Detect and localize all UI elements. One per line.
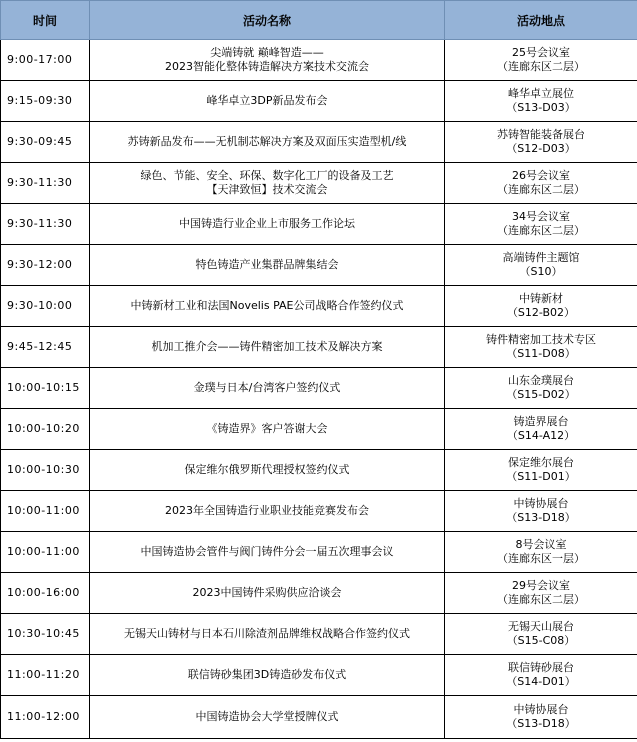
time-cell: 10:00-10:30 <box>1 450 90 491</box>
location-cell: 34号会议室 （连廊东区二层） <box>445 204 637 245</box>
time-cell: 9:30-10:00 <box>1 286 90 327</box>
time-cell: 9:15-09:30 <box>1 81 90 122</box>
location-cell: 25号会议室 （连廊东区二层） <box>445 40 637 81</box>
table-body <box>1 40 637 739</box>
table-row <box>1 450 637 491</box>
location-cell: 29号会议室 （连廊东区二层） <box>445 573 637 614</box>
header-location: 活动地点 <box>445 1 637 40</box>
table-row <box>1 245 637 286</box>
location-cell: 无锡天山展台 （S15-C08） <box>445 614 637 655</box>
activity-name-cell: 苏铸新品发布——无机制芯解决方案及双面压实造型机/线 <box>90 122 445 163</box>
time-cell: 9:45-12:45 <box>1 327 90 368</box>
table-row <box>1 532 637 573</box>
header-row <box>1 1 637 40</box>
time-cell: 11:00-11:20 <box>1 655 90 696</box>
activity-name-cell: 金璞与日本/台湾客户签约仪式 <box>90 368 445 409</box>
activity-name-cell: 中国铸造协会管件与阀门铸件分会一届五次理事会议 <box>90 532 445 573</box>
table-row <box>1 696 637 739</box>
location-cell: 8号会议室 （连廊东区一层） <box>445 532 637 573</box>
location-cell: 中铸协展台 （S13-D18） <box>445 491 637 532</box>
activity-name-cell: 机加工推介会——铸件精密加工技术及解决方案 <box>90 327 445 368</box>
location-cell: 铸造界展台 （S14-A12） <box>445 409 637 450</box>
activity-name-cell: 保定维尔俄罗斯代理授权签约仪式 <box>90 450 445 491</box>
location-cell: 联信铸砂展台 （S14-D01） <box>445 655 637 696</box>
activity-name-cell: 无锡天山铸材与日本石川除渣剂品牌维权战略合作签约仪式 <box>90 614 445 655</box>
location-cell: 山东金璞展台 （S15-D02） <box>445 368 637 409</box>
activity-name-cell: 特色铸造产业集群品牌集结会 <box>90 245 445 286</box>
table-header <box>1 1 637 40</box>
header-time: 时间 <box>1 1 90 40</box>
location-cell: 中铸新材 （S12-B02） <box>445 286 637 327</box>
time-cell: 10:00-10:20 <box>1 409 90 450</box>
time-cell: 9:30-11:30 <box>1 163 90 204</box>
time-cell: 9:30-11:30 <box>1 204 90 245</box>
location-cell: 高端铸件主题馆 （S10） <box>445 245 637 286</box>
time-cell: 10:00-16:00 <box>1 573 90 614</box>
table-row <box>1 368 637 409</box>
location-cell: 苏铸智能装备展台 （S12-D03） <box>445 122 637 163</box>
activity-name-cell: 《铸造界》客户答谢大会 <box>90 409 445 450</box>
activity-name-cell: 中国铸造协会大学堂授牌仪式 <box>90 696 445 739</box>
time-cell: 11:00-12:00 <box>1 696 90 739</box>
table-row <box>1 163 637 204</box>
location-cell: 保定维尔展台 （S11-D01） <box>445 450 637 491</box>
table-row <box>1 491 637 532</box>
activity-name-cell: 联信铸砂集团3D铸造砂发布仪式 <box>90 655 445 696</box>
location-cell: 中铸协展台 （S13-D18） <box>445 696 637 739</box>
table-row <box>1 81 637 122</box>
time-cell: 10:30-10:45 <box>1 614 90 655</box>
activity-name-cell: 中国铸造行业企业上市服务工作论坛 <box>90 204 445 245</box>
time-cell: 9:30-09:45 <box>1 122 90 163</box>
activity-name-cell: 尖端铸就 巅峰智造—— 2023智能化整体铸造解决方案技术交流会 <box>90 40 445 81</box>
time-cell: 10:00-11:00 <box>1 491 90 532</box>
header-activity-name: 活动名称 <box>90 1 445 40</box>
table-row <box>1 614 637 655</box>
activity-name-cell: 中铸新材工业和法国Novelis PAE公司战略合作签约仪式 <box>90 286 445 327</box>
activity-name-cell: 2023年全国铸造行业职业技能竞赛发布会 <box>90 491 445 532</box>
time-cell: 10:00-10:15 <box>1 368 90 409</box>
table-row <box>1 409 637 450</box>
time-cell: 10:00-11:00 <box>1 532 90 573</box>
table-row <box>1 286 637 327</box>
location-cell: 峰华卓立展位 （S13-D03） <box>445 81 637 122</box>
table-row <box>1 573 637 614</box>
time-cell: 9:30-12:00 <box>1 245 90 286</box>
activity-name-cell: 2023中国铸件采购供应洽谈会 <box>90 573 445 614</box>
time-cell: 9:00-17:00 <box>1 40 90 81</box>
location-cell: 铸件精密加工技术专区 （S11-D08） <box>445 327 637 368</box>
table-row <box>1 122 637 163</box>
table-row <box>1 204 637 245</box>
activity-name-cell: 绿色、节能、安全、环保、数字化工厂的设备及工艺 【天津致恒】技术交流会 <box>90 163 445 204</box>
activity-name-cell: 峰华卓立3DP新品发布会 <box>90 81 445 122</box>
table-row <box>1 40 637 81</box>
table-row <box>1 655 637 696</box>
location-cell: 26号会议室 （连廊东区二层） <box>445 163 637 204</box>
table-row <box>1 327 637 368</box>
